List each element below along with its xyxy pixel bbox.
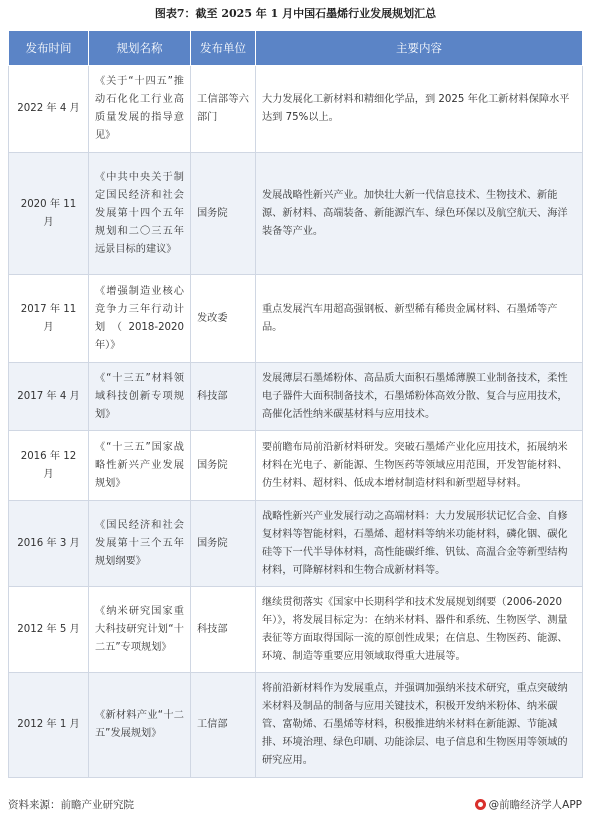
cell-name: 《纳米研究国家重大科技研究计划“十二五”专项规划》 <box>89 587 191 673</box>
table-row <box>9 431 583 501</box>
cell-date: 2012 年 1 月 <box>9 673 89 778</box>
cell-name: 《新材料产业“十二五”发展规划》 <box>89 673 191 778</box>
cell-unit: 科技部 <box>191 587 256 673</box>
brand-credit <box>475 797 582 812</box>
cell-unit: 国务院 <box>191 153 256 275</box>
cell-unit: 发改委 <box>191 275 256 363</box>
cell-date: 2012 年 5 月 <box>9 587 89 673</box>
cell-content: 将前沿新材料作为发展重点，并强调加强纳米技术研究，重点突破纳米材料及制品的制备与应用关键技术，积极开发纳米粉体、纳米碳管、富勒烯、石墨烯等材料，积极推进纳米材料在新能源、节能减排、环境治理、绿色印刷、功能涂层、电子信息和生物医用等领域的研究应用。 <box>256 673 583 778</box>
cell-date: 2016 年 3 月 <box>9 501 89 587</box>
cell-content: 要前瞻布局前沿新材料研发。突破石墨烯产业化应用技术，拓展纳米材料在光电子、新能源、生物医药等领域应用范围，开发智能材料、仿生材料、超材料、低成本增材制造材料和新型超导材料。 <box>256 431 583 501</box>
table-row <box>9 275 583 363</box>
cell-name: 《增强制造业核心竞争力三年行动计划（2018-2020 年）》 <box>89 275 191 363</box>
cell-name: 《“十三五”材料领域科技创新专项规划》 <box>89 363 191 431</box>
cell-unit: 科技部 <box>191 363 256 431</box>
table-row <box>9 501 583 587</box>
cell-name: 《关于“十四五”推动石化化工行业高质量发展的指导意见》 <box>89 66 191 153</box>
source-note: 资料来源：前瞻产业研究院 <box>8 799 134 811</box>
cell-unit: 工信部等六部门 <box>191 66 256 153</box>
header-unit: 发布单位 <box>191 31 256 66</box>
cell-name: 《“十三五”国家战略性新兴产业发展规划》 <box>89 431 191 501</box>
cell-date: 2022 年 4 月 <box>9 66 89 153</box>
cell-content: 大力发展化工新材料和精细化学品，到 2025 年化工新材料保障水平达到 75%以上。 <box>256 66 583 153</box>
table-row <box>9 153 583 275</box>
header-name: 规划名称 <box>89 31 191 66</box>
cell-content: 发展战略性新兴产业。加快壮大新一代信息技术、生物技术、新能源、新材料、高端装备、新能源汽车、绿色环保以及航空航天、海洋装备等产业。 <box>256 153 583 275</box>
planning-summary-table <box>8 30 583 778</box>
brand-label: @前瞻经济学人APP <box>488 799 582 811</box>
cell-content: 战略性新兴产业发展行动之高端材料：大力发展形状记忆合金、自修复材料等智能材料，石墨烯、超材料等纳米功能材料，磷化铟、碳化硅等下一代半导体材料，高性能碳纤维、钒钛、高温合金等新型结构材料，可降解材料和生物合成新材料等。 <box>256 501 583 587</box>
chart-title: 图表7：截至 2025 年 1 月中国石墨烯行业发展规划汇总 <box>154 7 437 20</box>
table-header-row <box>9 31 583 66</box>
table-row <box>9 66 583 153</box>
cell-name: 《中共中央关于制定国民经济和社会发展第十四个五年规划和二〇三五年远景目标的建议》 <box>89 153 191 275</box>
footer <box>8 797 582 813</box>
cell-date: 2017 年 11 月 <box>9 275 89 363</box>
qianzhan-logo-icon <box>475 799 486 810</box>
cell-date: 2020 年 11 月 <box>9 153 89 275</box>
header-content: 主要内容 <box>256 31 583 66</box>
cell-unit: 国务院 <box>191 431 256 501</box>
cell-content: 重点发展汽车用超高强钢板、新型稀有稀贵金属材料、石墨烯等产品。 <box>256 275 583 363</box>
cell-content: 继续贯彻落实《国家中长期科学和技术发展规划纲要（2006-2020 年）》，将发展目标定为：在纳米材料、器件和系统、生物医学、测量表征等方面取得国际一流的原创性成果；在信息、生物医药、能源、环境、制造等重要应用领域取得重大进展等。 <box>256 587 583 673</box>
header-date: 发布时间 <box>9 31 89 66</box>
table-row <box>9 587 583 673</box>
cell-date: 2017 年 4 月 <box>9 363 89 431</box>
cell-unit: 工信部 <box>191 673 256 778</box>
cell-unit: 国务院 <box>191 501 256 587</box>
cell-name: 《国民经济和社会发展第十三个五年规划纲要》 <box>89 501 191 587</box>
table-row <box>9 363 583 431</box>
cell-date: 2016 年 12 月 <box>9 431 89 501</box>
table-row <box>9 673 583 778</box>
cell-content: 发展薄层石墨烯粉体、高品质大面积石墨烯薄膜工业制备技术，柔性电子器件大面积制备技术，石墨烯粉体高效分散、复合与应用技术，高催化活性纳米碳基材料与应用技术。 <box>256 363 583 431</box>
